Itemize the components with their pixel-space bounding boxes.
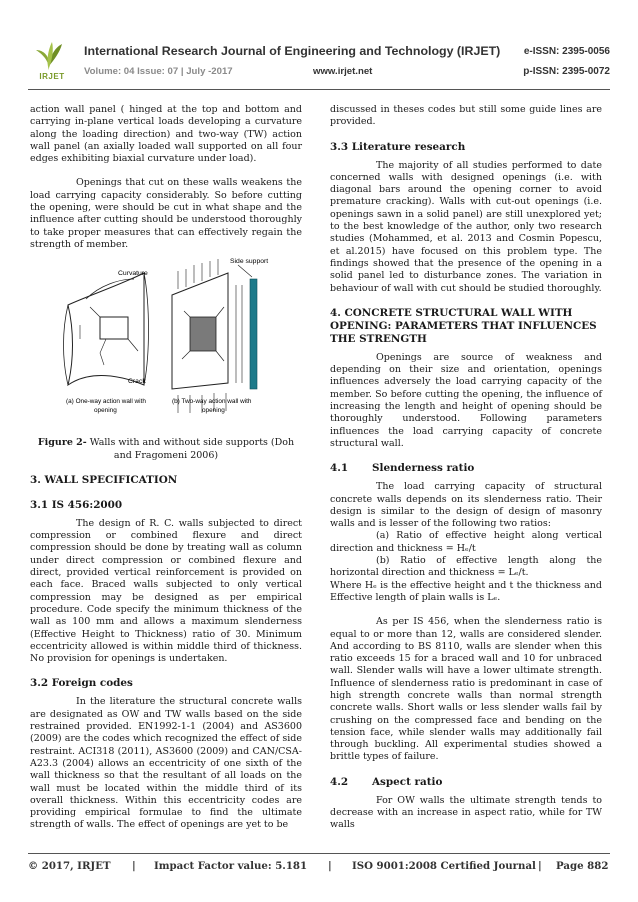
paragraph-is456: The design of R. C. walls subjected to direct compression or combined flexure and direct compression should be done by treating wall as column under direct compression or combined flexure and direct, provided vertical reinforcement is provided on each face. Braced walls subjected to only vertical compression may be designed as per empirical procedure. Code specify the minimum thickness of the wall as 100 mm and allows a maximum slenderness (Effective Height to Thickness) ratio of 30. Minimum eccentricity allowed is within middle third of thickness. No provision for openings is undertaken. [30, 517, 302, 665]
p-issn: p-ISSN: 2395-0072 [523, 66, 610, 77]
footer-separator: | [328, 860, 332, 872]
heading-foreign-codes: 3.2 Foreign codes [30, 677, 133, 690]
journal-website: www.irjet.net [313, 66, 373, 77]
ratio-b: (b) Ratio of effective length along the horizontal direction and thickness = Lₑ/t. [330, 555, 602, 579]
caption-text: Walls with and without side supports (Doh and Fragomeni 2006) [86, 437, 295, 461]
logo-text: IRJET [39, 72, 65, 81]
paragraph-openings: Openings that cut on these walls weakens the load carrying capacity considerably. So before cutting the opening, were should be cut in what shape and the influence after cutting should be understood thoroughly to take proper measures that can effectively regain the strength of member. [30, 177, 302, 250]
wall-diagram [60, 255, 270, 425]
journal-title: International Research Journal of Engineering and Technology (IRJET) [84, 44, 501, 58]
section-number-4-2: 4.2 [330, 775, 349, 788]
leaf-logo-icon [32, 40, 66, 72]
irjet-logo [32, 40, 66, 84]
ratio-a: (a) Ratio of effective height along vertical direction and thickness = Hₑ/t [330, 530, 602, 554]
header-rule [28, 89, 610, 90]
footer-separator: | [132, 860, 136, 872]
footer-iso: ISO 9001:2008 Certified Journal [352, 860, 536, 872]
heading-is456: 3.1 IS 456:2000 [30, 498, 123, 511]
where-definition: Where Hₑ is the effective height and t the thickness and Effective length of plain walls is Lₑ. [330, 579, 602, 603]
label-a-line2: opening [94, 407, 117, 415]
label-side-support: Side support [230, 258, 269, 266]
right-column [330, 104, 602, 832]
section-title-4-2: Aspect ratio [372, 775, 443, 788]
page-footer [28, 858, 610, 876]
section-number-4-1: 4.1 [330, 462, 349, 475]
paragraph-is456-slenderness: As per IS 456, when the slenderness ratio is equal to or more than 12, walls are considered slender. And according to BS 8110, walls are slender when this ratio exceeds 15 for a braced wall and 10 for unbraced wall. Slender walls will have a lower ultimate strength. Influence of slenderness ratio is predominant in case of high strength concrete walls than normal strength concrete walls. Short walls or less slender walls fail by crushing on the compressed face and bending on the tension face, while slender walls may additionally fail through buckling. All experimental studies showed a brittle types of failure. [330, 616, 602, 763]
footer-page-number: Page 882 [556, 860, 609, 872]
paragraph-foreign-codes: In the literature the structural concrete walls are designated as OW and TW walls based on the side restrained provided. EN1992-1-1 (2004) and AS3600 (2009) are the codes which recognized the effect of side restraint. ACI318 (2011), AS3600 (2009) and CAN/CSA-A23.3 (2004) allows an eccentricity of one sixth of the wall thickness so that the resultant of all loads on the wall must be located within the middle third of its overall thickness. Within this eccentricity codes are providing empirical formulae to find the ultimate strength of walls. The effect of openings are yet to be [30, 696, 302, 831]
section-title-4-1: Slenderness ratio [372, 462, 475, 475]
left-column [30, 104, 302, 832]
heading-literature-research: 3.3 Literature research [330, 140, 466, 153]
footer-separator: | [538, 860, 542, 872]
paragraph-wall-panel: action wall panel ( hinged at the top and bottom and carrying in-plane vertical loads developing a curvature along the loading direction) and two-way (TW) action wall panel (an axially loaded wall supported on all four edges exhibiting biaxial curvature under load). [30, 104, 302, 165]
footer-impact-factor: Impact Factor value: 5.181 [154, 860, 308, 872]
heading-slenderness-ratio [330, 462, 602, 475]
paragraph-section-4: Openings are source of weakness and depending on their size and orientation, openings influences adversely the load carrying capacity of the member. So before cutting the opening, the influence of increasing the length and height of opening should be thoroughly understood. Following parameters influences the load carrying capacity of concrete structural wall. [330, 351, 602, 449]
footer-rule [28, 853, 610, 854]
footer-copyright: © 2017, IRJET [28, 860, 111, 872]
journal-header [28, 40, 610, 84]
paragraph-aspect-ratio: For OW walls the ultimate strength tends to decrease with an increase in aspect ratio, while for TW walls [330, 794, 602, 831]
label-curvature: Curvature [118, 270, 148, 278]
heading-aspect-ratio [330, 776, 602, 789]
paragraph-literature: The majority of all studies performed to date concerned walls with designed openings (i.e. with diagonal bars around the opening corner to avoid premature cracking). Walls with cut-out openings (i.e. openings sawn in a solid panel) are still unexplored yet; to the best knowledge of the author, only two research studies (Mohammed, et al. 2013 and Cosmin Popescu, et al.2015) have focused on this problem type. The findings showed that the presence of the opening in a solid panel led to disturbance zones. The variation in behaviour of wall with cut should be studied thoroughly. [330, 159, 602, 294]
label-a-line1: (a) One-way action wall with [66, 398, 146, 406]
paragraph-slenderness: The load carrying capacity of structural concrete walls depends on its slenderness ratio. Their design is similar to the design of design of masonry walls and is lesser of the following two ratios: [330, 481, 602, 530]
figure-2 [30, 255, 302, 431]
e-issn: e-ISSN: 2395-0056 [523, 46, 610, 57]
caption-label: Figure 2- [37, 437, 87, 449]
heading-section-4: 4. CONCRETE STRUCTURAL WALL WITH OPENING: PARAMETERS THAT INFLUENCES THE STRENGTH [330, 306, 597, 345]
label-b-line1: (b) Two-way action wall with [172, 398, 252, 406]
label-b-line2: opening [202, 407, 225, 415]
heading-wall-specification: 3. WALL SPECIFICATION [30, 473, 178, 486]
label-crack: Crack [128, 378, 146, 386]
figure-caption [30, 437, 302, 462]
volume-issue: Volume: 04 Issue: 07 | July -2017 [84, 66, 233, 77]
paragraph-continued: discussed in theses codes but still some guide lines are provided. [330, 104, 602, 128]
